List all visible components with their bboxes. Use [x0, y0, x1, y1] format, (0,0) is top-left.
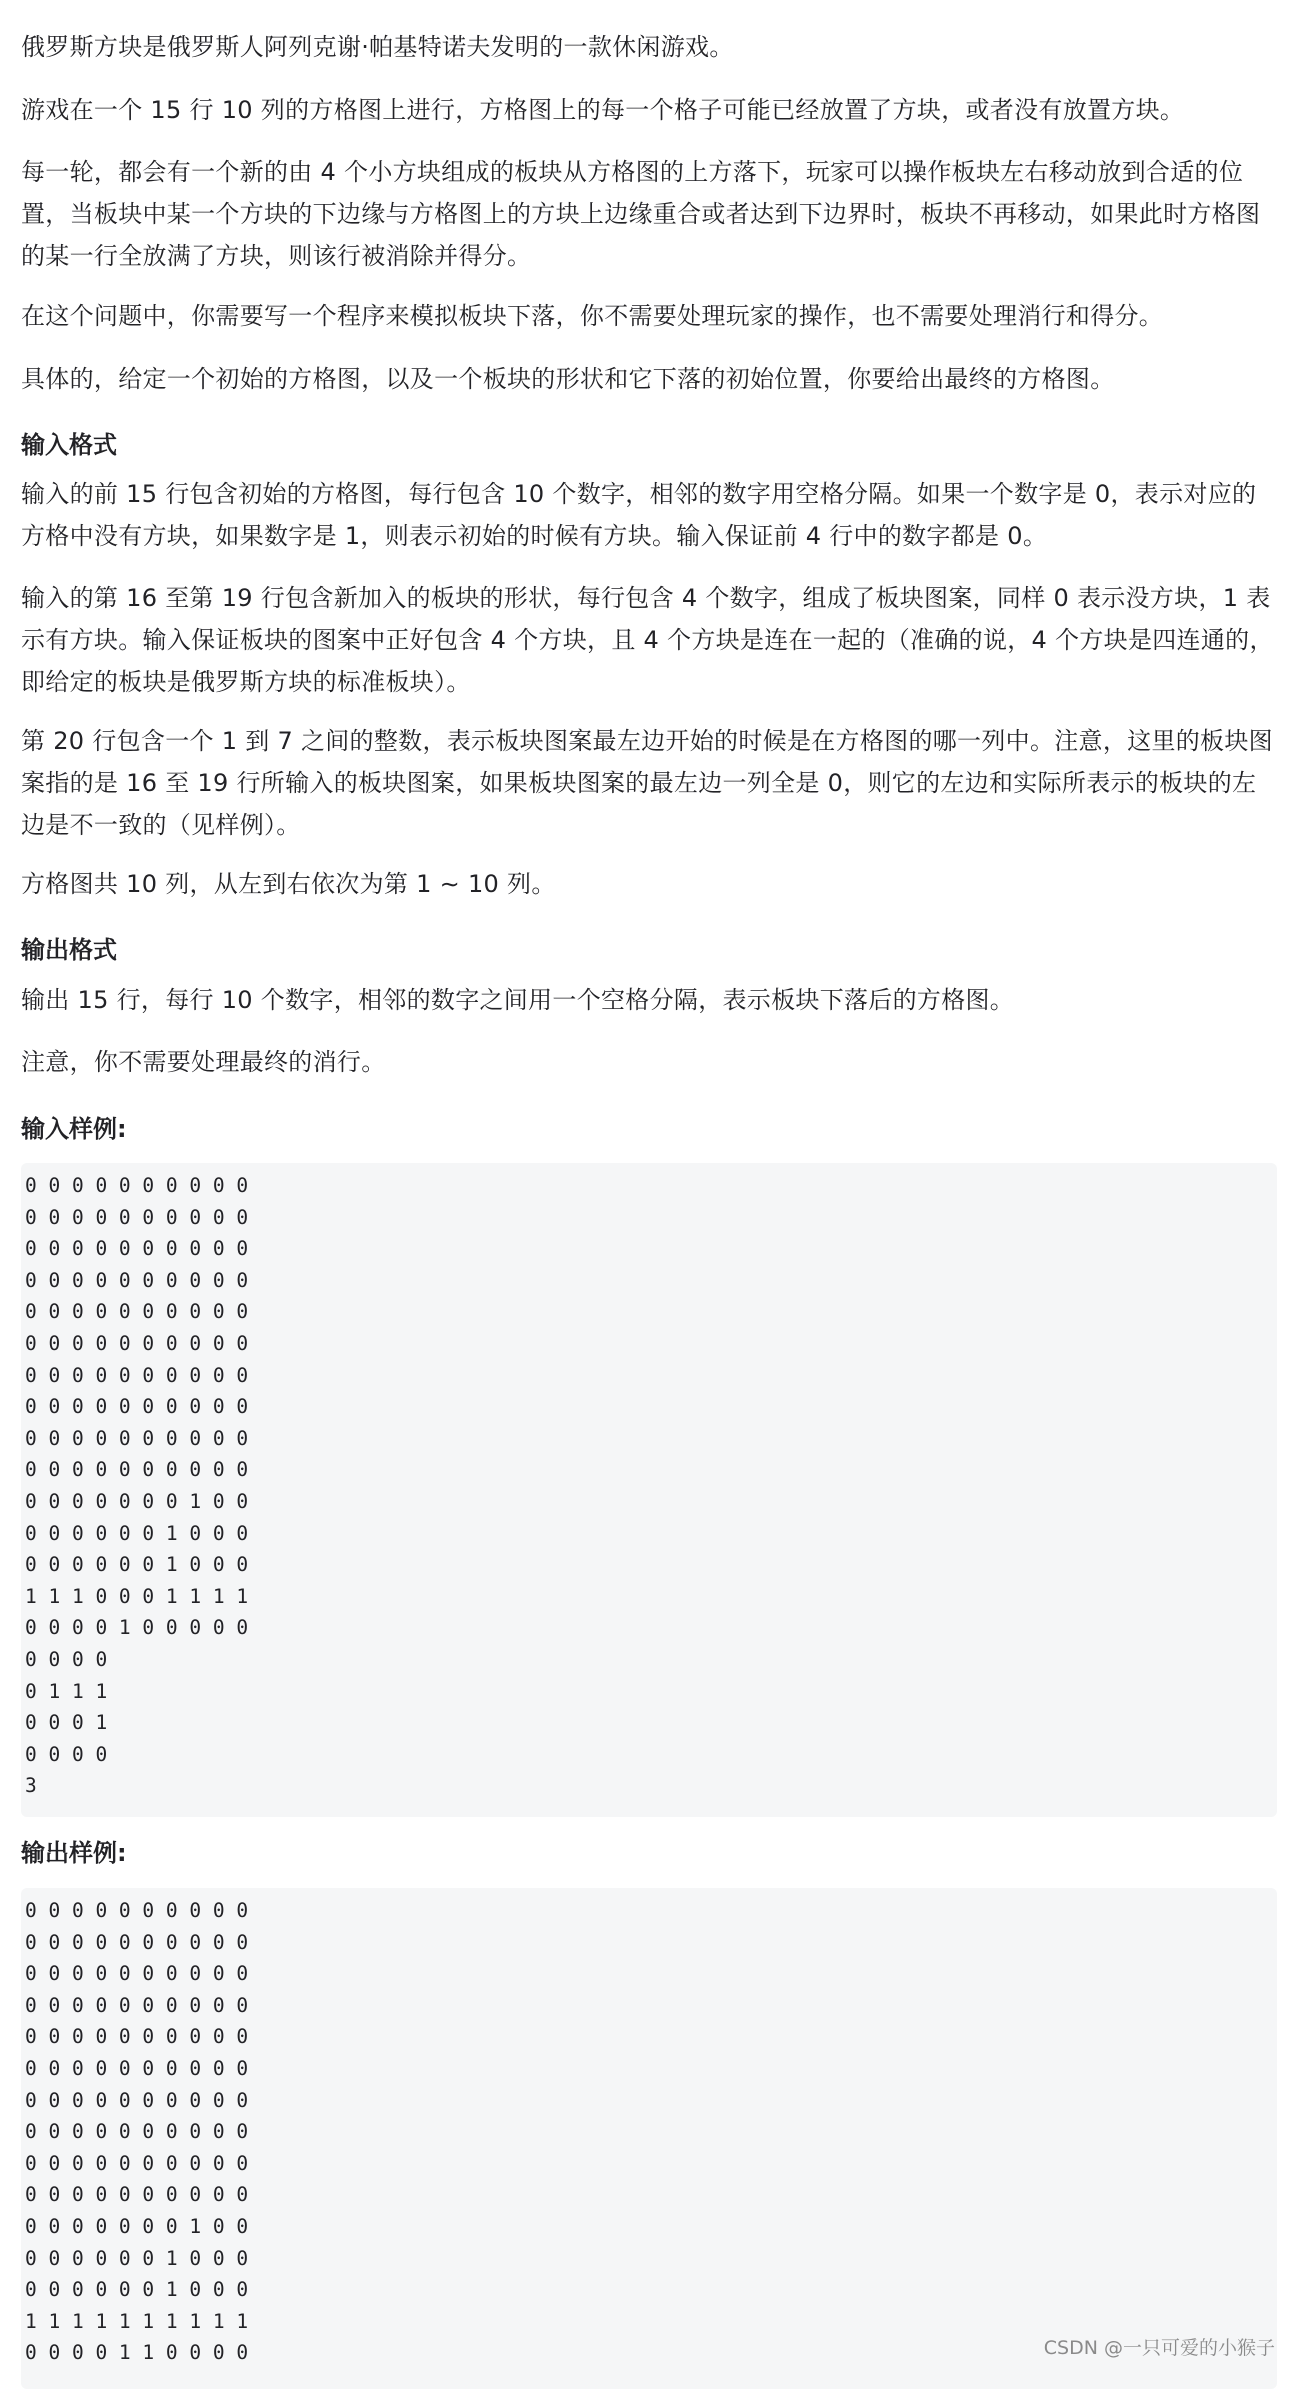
output-format-heading: 输出格式	[21, 936, 117, 964]
intro-paragraph: 俄罗斯方块是俄罗斯人阿列克谢·帕基特诺夫发明的一款休闲游戏。	[21, 33, 734, 61]
csdn-watermark: CSDN @一只可爱的小猴子	[1043, 2337, 1275, 2359]
gameplay-paragraph: 每一轮，都会有一个新的由 4 个小方块组成的板块从方格图的上方落下，玩家可以操作板块左右移动放到合适的位置，当板块中某一个方块的下边缘与方格图上的方块上边缘重合或者达到下边界时，板块不再移动，如果此时方格图的某一行全放满了方块，则该行被消除并得分。	[21, 158, 1261, 270]
sample-output-code-block: 0 0 0 0 0 0 0 0 0 0 0 0 0 0 0 0 0 0 0 0 0 0 0 0 0 0 0 0 0 0 0 0 0 0 0 0 0 0 0 0 0 0 0 0 0 0 0 0 0 0 0 0 0 0 0 0 0 0 0 0 0 0 0 0 0 0 0 0 0 0 0 0 0 0 0 0 0 0 0 0 0 0 0 0 0 0 0 0 0 0 0 0 0 0 0 0 0 0 0 0 0 0 0 0 0 0 0 1 0 0 0 0 0 0 0 0 1 0 0 0 0 0 0 0 0 0 1 0 0 0 1 1 1 1 1 1 1 1 1 1 0 0 0 0 1 1 0 0 0 0	[21, 1888, 1277, 2389]
input-format-paragraph-4: 方格图共 10 列，从左到右依次为第 1 ∼ 10 列。	[21, 870, 556, 898]
sample-input-code-block: 0 0 0 0 0 0 0 0 0 0 0 0 0 0 0 0 0 0 0 0 0 0 0 0 0 0 0 0 0 0 0 0 0 0 0 0 0 0 0 0 0 0 0 0 0 0 0 0 0 0 0 0 0 0 0 0 0 0 0 0 0 0 0 0 0 0 0 0 0 0 0 0 0 0 0 0 0 0 0 0 0 0 0 0 0 0 0 0 0 0 0 0 0 0 0 0 0 0 0 0 0 0 0 0 0 0 0 1 0 0 0 0 0 0 0 0 1 0 0 0 0 0 0 0 0 0 1 0 0 0 1 1 1 0 0 0 1 1 1 1 0 0 0 0 1 0 0 0 0 0 0 0 0 0 0 1 1 1 0 0 0 1 0 0 0 0 3	[21, 1163, 1277, 1817]
input-format-paragraph-3: 第 20 行包含一个 1 到 7 之间的整数，表示板块图案最左边开始的时候是在方格图的哪一列中。注意，这里的板块图案指的是 16 至 19 行所输入的板块图案，如果板块图案的最左边一列全是 0，则它的左边和实际所表示的板块的左边是不一致的（见样例）。	[21, 727, 1273, 839]
task-paragraph: 在这个问题中，你需要写一个程序来模拟板块下落，你不需要处理玩家的操作，也不需要处理消行和得分。	[21, 302, 1164, 330]
sample-output-heading: 输出样例:	[21, 1839, 127, 1867]
sample-input-heading: 输入样例:	[21, 1115, 127, 1143]
input-format-paragraph-1: 输入的前 15 行包含初始的方格图，每行包含 10 个数字，相邻的数字用空格分隔。如果一个数字是 0，表示对应的方格中没有方块，如果数字是 1，则表示初始的时候有方块。输入保证前 4 行中的数字都是 0。	[21, 480, 1257, 550]
output-format-paragraph-2: 注意，你不需要处理最终的消行。	[21, 1048, 386, 1076]
input-format-heading: 输入格式	[21, 431, 117, 459]
input-format-paragraph-2: 输入的第 16 至第 19 行包含新加入的板块的形状，每行包含 4 个数字，组成了板块图案，同样 0 表示没方块，1 表示有方块。输入保证板块的图案中正好包含 4 个方块，且 4 个方块是连在一起的（准确的说，4 个方块是四连通的，即给定的板块是俄罗斯方块的标准板块）。	[21, 584, 1274, 696]
grid-description-paragraph: 游戏在一个 15 行 10 列的方格图上进行，方格图上的每一个格子可能已经放置了方块，或者没有放置方块。	[21, 96, 1185, 124]
output-format-paragraph-1: 输出 15 行，每行 10 个数字，相邻的数字之间用一个空格分隔，表示板块下落后的方格图。	[21, 986, 1015, 1014]
specifics-paragraph: 具体的，给定一个初始的方格图，以及一个板块的形状和它下落的初始位置，你要给出最终的方格图。	[21, 365, 1115, 393]
